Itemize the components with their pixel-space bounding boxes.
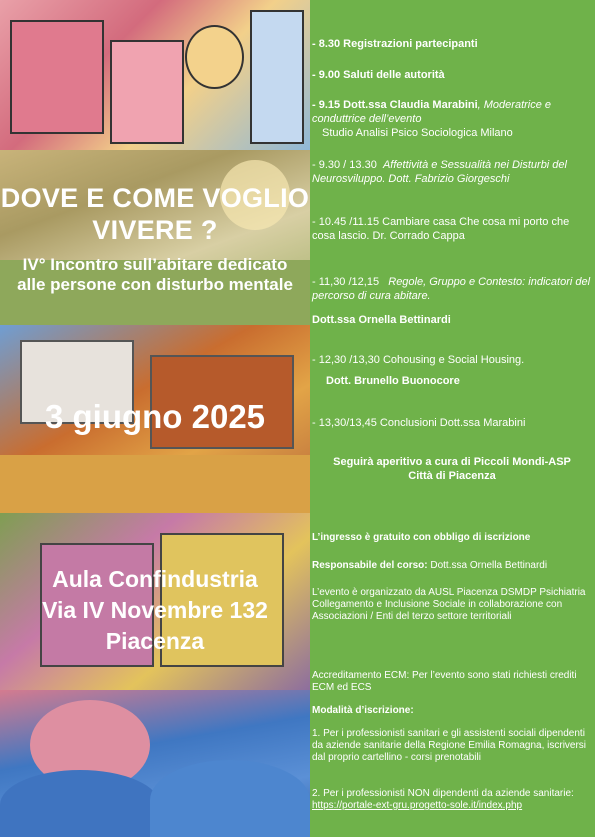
regole-time: - 11,30 /12,15 — [312, 276, 380, 288]
info-ecm: Accreditamento ECM: Per l’evento sono stati richiesti crediti ECM ed ECS — [312, 670, 577, 693]
moderator-time-name: - 9.15 Dott.ssa Claudia Marabini — [312, 99, 478, 111]
info-modalita-1 — [312, 728, 592, 764]
event-location — [0, 564, 310, 657]
location-street: Via IV Novembre 132 — [42, 597, 268, 623]
moderator-role: , Moderatrice e conduttrice dell’evento — [312, 99, 552, 125]
info-modalita-heading: Modalità d’iscrizione: — [312, 705, 414, 716]
regole-text: Regole, Gruppo e Contesto: indicatori del percorso di cura abitare. — [312, 276, 591, 302]
info-responsabile — [312, 560, 592, 572]
location-city: Piacenza — [105, 628, 205, 654]
info-ingresso: L’ingresso è gratuito con obbligo di iscrizione — [312, 532, 531, 543]
program-item-affettivita — [312, 158, 592, 186]
info-organizzazione: L’evento è organizzato da AUSL Piacenza DSMDP Psichiatria Collegamento e Inclusione Sociale in collaborazione con Associazioni / Enti del terzo settore territoriali — [312, 587, 586, 622]
program-item-cambiare-casa: - 10.45 /11.15 Cambiare casa Che cosa mi porto che cosa lascio. Dr. Corrado Cappa — [312, 216, 570, 242]
artwork-flowers-panel — [0, 690, 310, 837]
event-subtitle: IV° Incontro sull’abitare dedicato alle persone con disturbo mentale — [17, 255, 293, 294]
responsabile-name: Dott.ssa Ornella Bettinardi — [427, 560, 548, 571]
affettivita-text: Affettività e Sessualità nei Disturbi del Neurosviluppo. Dott. Fabrizio Giorgeschi — [312, 159, 567, 185]
modalita-2-number: 2. — [312, 788, 321, 799]
moderator-organization: Studio Analisi Psico Sociologica Milano — [322, 127, 513, 139]
cohousing-speaker: Dott. Brunello Buonocore — [326, 375, 460, 387]
event-title: DOVE E COME VOGLIO VIVERE ? — [0, 183, 310, 245]
location-venue: Aula Confindustria — [52, 566, 258, 592]
program-item-moderator — [312, 98, 592, 140]
info-modalita-2 — [312, 788, 592, 812]
artwork-houses-panel — [0, 0, 310, 150]
registration-link[interactable]: https://portale-ext-gru.progetto-sole.it/index.php — [312, 800, 523, 811]
modalita-2-text: Per i professionisti NON dipendenti da aziende sanitarie: — [320, 788, 574, 799]
program-item-registration: - 8.30 Registrazioni partecipanti — [312, 38, 478, 50]
affettivita-time: - 9.30 / 13.30 — [312, 159, 377, 171]
aperitivo-note: Seguirà aperitivo a cura di Piccoli Mondi-ASP Città di Piacenza — [333, 456, 571, 482]
modalita-1-text: Per i professionisti sanitari e gli assistenti sociali dipendenti da aziende sanitarie della Regione Emilia Romagna, iscriversi dal proprio cartellino - corsi prenotabili — [312, 728, 587, 763]
program-item-greetings: - 9.00 Saluti delle autorità — [312, 69, 445, 81]
responsabile-label: Responsabile del corso: — [312, 560, 428, 571]
regole-speaker: Dott.ssa Ornella Bettinardi — [312, 314, 451, 326]
program-item-cohousing: - 12,30 /13,30 Cohousing e Social Housing. — [312, 354, 525, 366]
event-date: 3 giugno 2025 — [44, 398, 266, 435]
program-item-regole — [312, 275, 592, 303]
program-item-conclusioni: - 13,30/13,45 Conclusioni Dott.ssa Marabini — [312, 417, 526, 429]
modalita-1-number: 1. — [312, 728, 321, 739]
